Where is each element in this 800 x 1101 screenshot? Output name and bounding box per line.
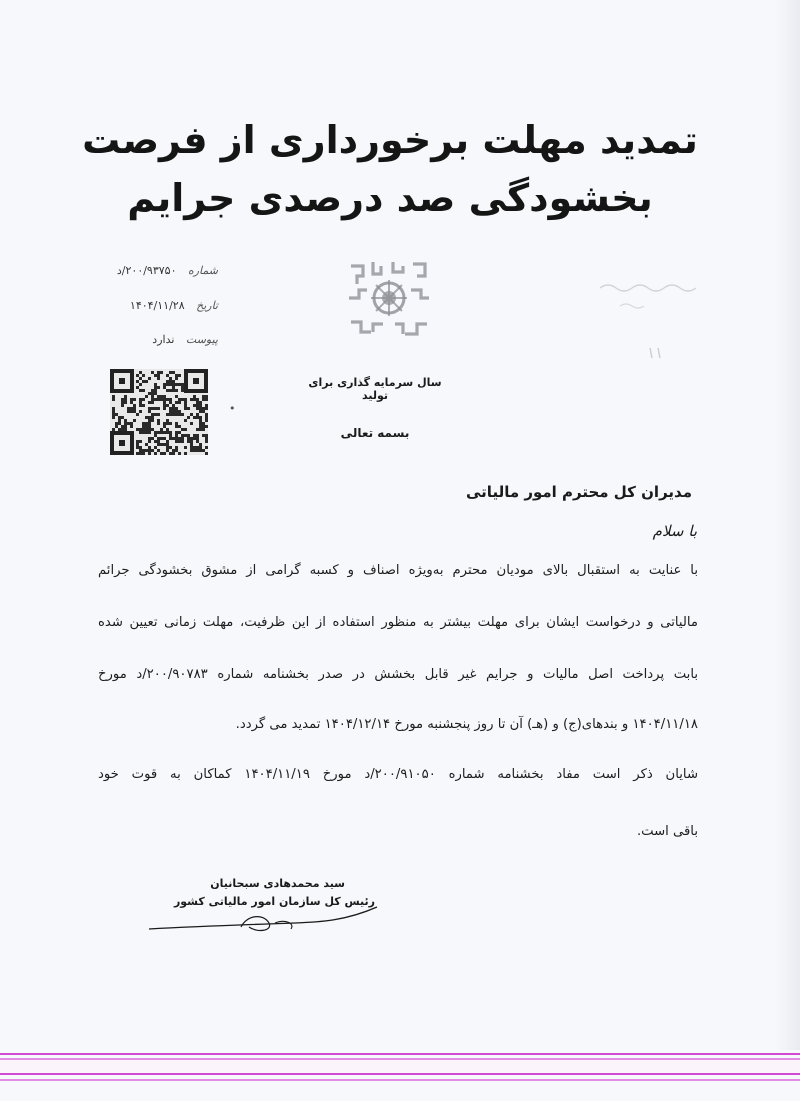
letter-date-value: ۱۴۰۴/۱۱/۲۸ <box>129 299 185 312</box>
organization-emblem-icon <box>343 258 435 340</box>
scan-band-line <box>0 1079 800 1081</box>
scan-band-line <box>0 1053 800 1055</box>
title-line-1: تمدید مهلت برخورداری از فرصت <box>82 118 698 162</box>
body-line-2: مالیاتی و درخواست ایشان برای مهلت بیشتر به منظور استفاده از این ظرفیت، مهلت زمانی تعیین شده <box>98 615 698 630</box>
handwritten-signature-icon <box>145 893 380 938</box>
body-line-6: باقی است. <box>636 824 698 839</box>
body-line-5: شایان ذکر است مفاد بخشنامه شماره ۲۰۰/۹۱۰۵۰/د مورخ ۱۴۰۴/۱۱/۱۹ کماکان به قوت خود <box>98 767 698 782</box>
greeting: با سلام <box>652 522 697 540</box>
letter-attachment-label: پیوست <box>185 333 218 346</box>
signatory-name: سید محمدهادی سبحانیان <box>210 877 345 890</box>
signatory-title: رئیس کل سازمان امور مالیاتی کشور <box>173 895 375 908</box>
letter-date <box>108 299 218 312</box>
faint-handwriting <box>590 276 720 366</box>
addressee: مدیران کل محترم امور مالیاتی <box>466 483 692 501</box>
page-edge-shadow <box>776 0 800 1050</box>
letter-attachment-value: ندارد <box>152 333 175 346</box>
letter-date-label: تاریخ <box>196 299 218 312</box>
scan-band-line <box>0 1073 800 1075</box>
basmala: بسمه تعالی <box>340 426 410 440</box>
letter-number <box>108 264 218 277</box>
title-line-2: بخشودگی صد درصدی جرایم <box>127 176 653 220</box>
year-slogan: سال سرمایه گذاری برای تولید <box>308 376 442 402</box>
body-line-4: ۱۴۰۴/۱۱/۱۸ و بندهای(ج) و (هـ) آن تا روز پنجشنبه مورخ ۱۴۰۴/۱۲/۱۴ تمدید می گردد. <box>235 717 698 732</box>
body-line-1: با عنایت به استقبال بالای مودیان محترم به‌ویژه اصناف و کسبه گرامی از مشوق بخشودگی جرائم <box>98 563 698 578</box>
scan-mark: • <box>229 402 236 415</box>
letter-number-label: شماره <box>187 264 218 277</box>
qr-code-icon <box>110 369 208 455</box>
body-line-3: بابت پرداخت اصل مالیات و جرایم غیر قابل بخشش در صدر بخشنامه شماره ۲۰۰/۹۰۷۸۳/د مورخ <box>98 667 699 682</box>
letter-number-value: ۲۰۰/۹۳۷۵۰/د <box>116 264 177 277</box>
letter-attachment <box>108 333 218 346</box>
scan-band-fill <box>0 1060 800 1073</box>
